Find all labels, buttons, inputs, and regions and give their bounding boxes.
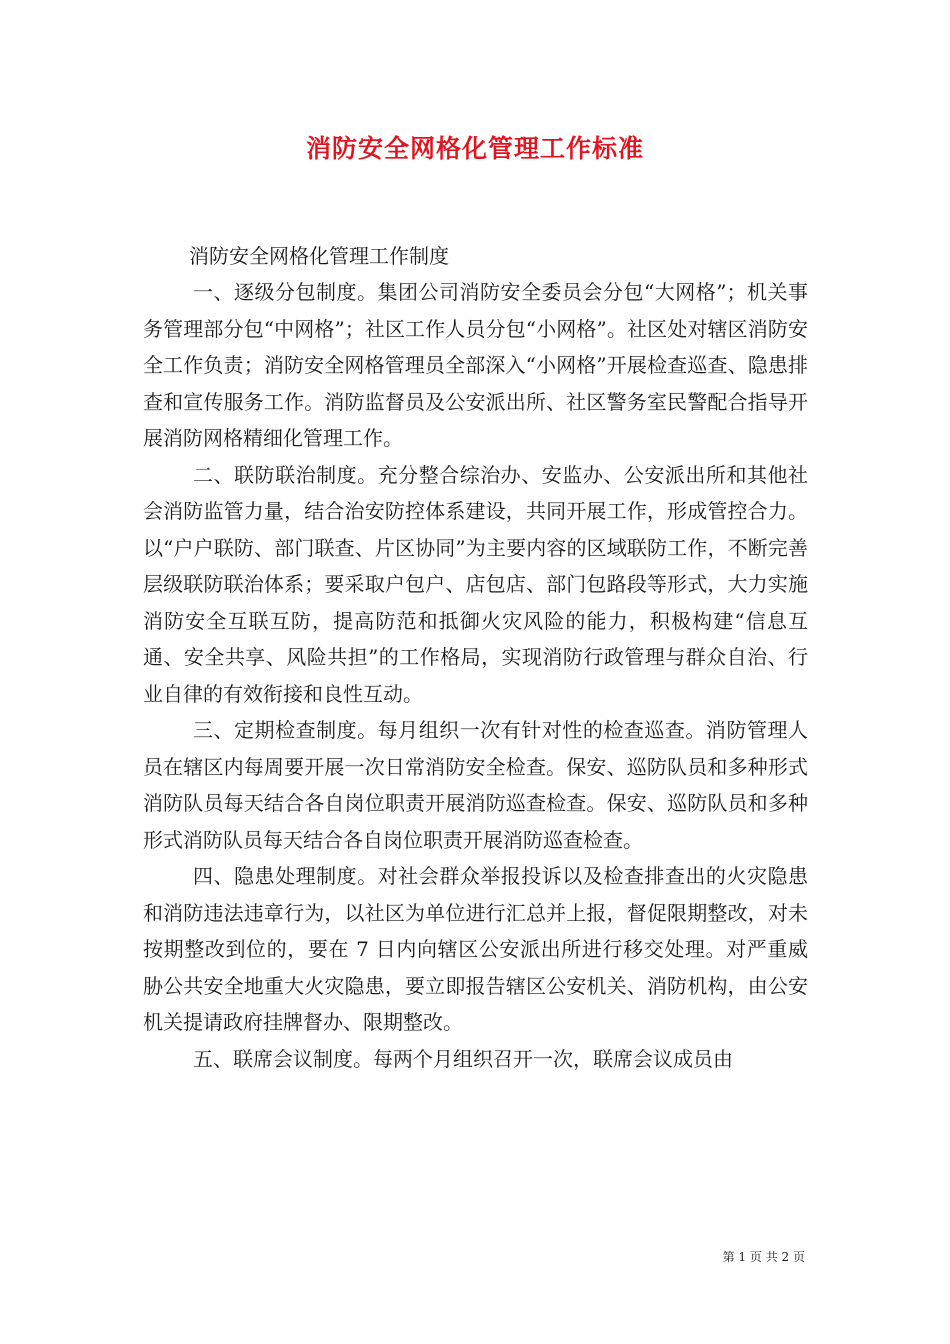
page-number-label: 第 1 页 共 2 页 bbox=[722, 1250, 805, 1264]
paragraph-5: 五、联席会议制度。每两个月组织召开一次，联席会议成员由 bbox=[193, 1046, 733, 1071]
document-subtitle: 消防安全网格化管理工作制度 bbox=[189, 244, 449, 268]
paragraph-2: 二、联防联治制度。充分整合综治办、安监办、公安派出所和其他社会消防监管力量，结合治安防控体系建设，共同开展工作，形成管控合力。以“户户联防、部门联查、片区协同”为主要内容的区域联防工作，不断完善层级联防联治体系；要采取户包户、店包店、部门包路段等形式，大力实施消防安全互联互防，提高防范和抵御火灾风险的能力，积极构建“信息互通、安全共享、风险共担”的工作格局，实现消防行政管理与群众自治、行业自律的有效衔接和良性互动。 bbox=[143, 462, 808, 706]
document-title: 消防安全网格化管理工作标准 bbox=[305, 134, 644, 163]
paragraph-4: 四、隐患处理制度。对社会群众举报投诉以及检查排查出的火灾隐患和消防违法违章行为，以社区为单位进行汇总并上报，督促限期整改，对未按期整改到位的，要在 7 日内向辖区公安派出所进行移交处理。对严重威胁公共安全地重大火灾隐患，要立即报告辖区公安机关、消防机构，由公安机关提请政府挂牌督办、限期整改。 bbox=[143, 864, 808, 1034]
paragraph-1: 一、逐级分包制度。集团公司消防安全委员会分包“大网格”；机关事务管理部分包“中网格”；社区工作人员分包“小网格”。社区处对辖区消防安全工作负责；消防安全网格管理员全部深入“小网格”开展检查巡查、隐患排查和宣传服务工作。消防监督员及公安派出所、社区警务室民警配合指导开展消防网格精细化管理工作。 bbox=[143, 280, 808, 450]
page-number bbox=[723, 1248, 805, 1265]
paragraph-3: 三、定期检查制度。每月组织一次有针对性的检查巡查。消防管理人员在辖区内每周要开展一次日常消防安全检查。保安、巡防队员和多种形式消防队员每天结合各自岗位职责开展消防巡查检查。保安、巡防队员和多种形式消防队员每天结合各自岗位职责开展消防巡查检查。 bbox=[143, 718, 808, 852]
document-body bbox=[143, 238, 808, 1077]
